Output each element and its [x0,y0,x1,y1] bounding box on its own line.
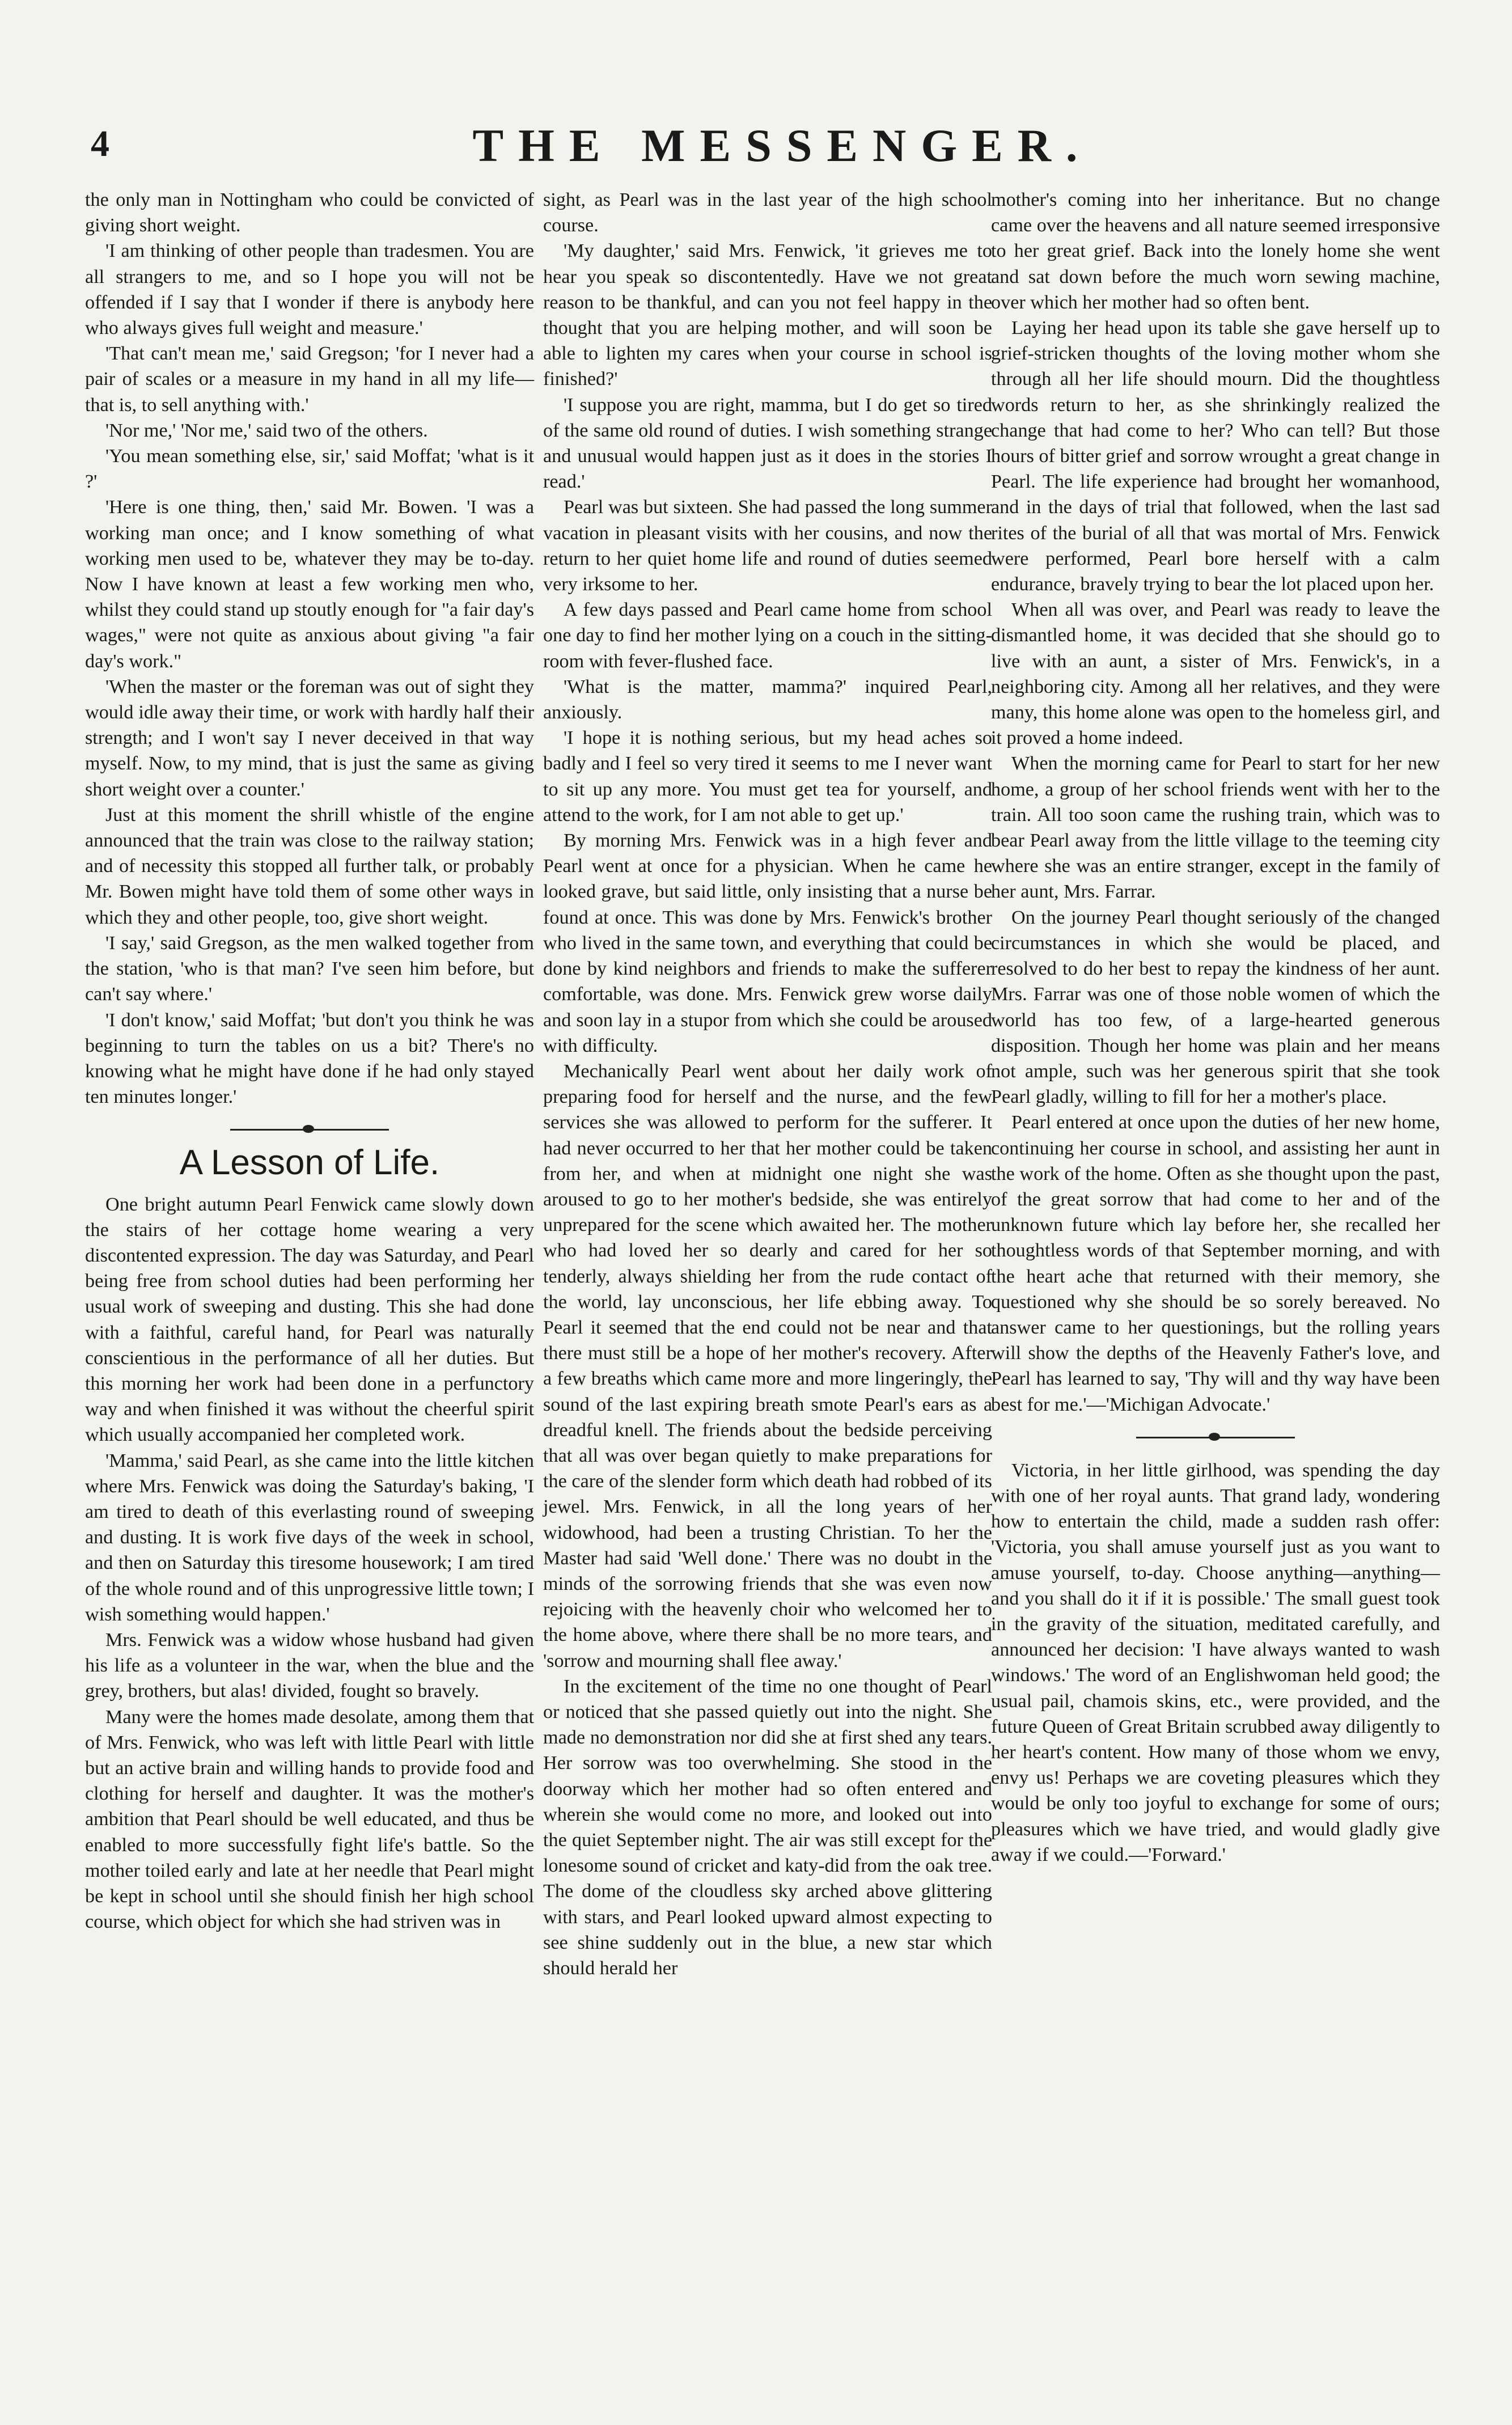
paragraph: 'What is the matter, mamma?' inquired Pearl, anxiously. [543,676,992,723]
paragraph: 'I am thinking of other people than tradesmen. You are all strangers to me, and so I hope you will not be offended if I say that I wonder if there is anybody here who always gives full weight and measure.' [85,240,534,339]
paragraph: 'I suppose you are right, mamma, but I do get so tired of the same old round of duties. I wish something strange and unusual would happen just as it does in the stories I read.' [543,394,992,493]
paragraph: 'I hope it is nothing serious, but my head aches so badly and I feel so very tired it seems to me I never want to sit up any more. You must get tea for yourself, and attend to the work, for I am not able to get up.' [543,727,992,826]
paragraph: On the journey Pearl thought seriously of the changed circumstances in which she would be placed, and resolved to do her best to repay the kindness of her aunt. Mrs. Farrar was one of those noble women of which the world has too few, of a large-hearted generous disposition. Though her home was plain and her means not ample, such was her generous spirit that she took Pearl gladly, willing to fill for her a mother's place. [991,907,1440,1108]
paragraph: 'When the master or the foreman was out of sight they would idle away their time, or work with hardly half their strength; and I won't say I never deceived in that way myself. Now, to my mind, that is just the same as giving short weight over a counter.' [85,676,534,800]
paragraph: the only man in Nottingham who could be convicted of giving short weight. [85,189,534,236]
paragraph: 'You mean something else, sir,' said Moffat; 'what is it ?' [85,446,534,493]
section-divider [1136,1437,1295,1438]
masthead-title: THE MESSENGER. [472,120,1092,171]
paragraph: 'That can't mean me,' said Gregson; 'for I never had a pair of scales or a measure in my hand in all my life—that is, to sell anything with.' [85,343,534,416]
section-divider [230,1129,389,1131]
column-3 [991,187,1440,1868]
paragraph: 'I say,' said Gregson, as the men walked together from the station, 'who is that man? I've seen him before, but can't say where.' [85,932,534,1005]
paragraph: 'Mamma,' said Pearl, as she came into the little kitchen where Mrs. Fenwick was doing the Saturday's baking, 'I am tired to death of this everlasting round of sweeping and dusting. It is work five days of the week in school, and then on Saturday this tiresome housework; I am tired of the whole round and of this unprogressive little town; I wish something would happen.' [85,1450,534,1625]
column-2 [543,187,992,1981]
article-title: A Lesson of Life. [179,1143,440,1183]
paragraph: mother's coming into her inheritance. But no change came over the heavens and all nature seemed irresponsive to her great grief. Back into the lonely home she went and sat down before the much worn sewing machine, over which her mother had so often bent. [991,189,1440,313]
column-1 [85,187,534,1935]
paragraph: Many were the homes made desolate, among them that of Mrs. Fenwick, who was left with little Pearl with little but an active brain and willing hands to provide food and clothing for herself and daughter. It was the mother's ambition that Pearl should be well educated, and thus be enabled to more successfully fight life's battle. So the mother toiled early and late at her needle that Pearl might be kept in school until she should finish her high school course, which object for which she had striven was in [85,1706,534,1933]
paragraph: When the morning came for Pearl to start for her new home, a group of her school friends went with her to the train. All too soon came the rushing train, which was to bear Pearl away from the little village to the teeming city where she was an entire stranger, except in the family of her aunt, Mrs. Farrar. [991,753,1440,903]
paragraph: Just at this moment the shrill whistle of the engine announced that the train was close to the railway station; and of necessity this stopped all further talk, or probably Mr. Bowen might have told them of some other ways in which they and other people, too, give short weight. [85,804,534,928]
paragraph: sight, as Pearl was in the last year of the high school course. [543,189,992,236]
paragraph: In the excitement of the time no one thought of Pearl or noticed that she passed quietly out into the night. She made no demonstration nor did she at first shed any tears. Her sorrow was too overwhelming. She stood in the doorway which her mother had so often entered and wherein she would come no more, and looked out into the quiet September night. The air was still except for the lonesome sound of cricket and katy-did from the oak tree. The dome of the cloudless sky arched above glittering with stars, and Pearl looked upward almost expecting to see shine suddenly out in the blue, a new star which should herald her [543,1675,992,1979]
paragraph: One bright autumn Pearl Fenwick came slowly down the stairs of her cottage home wearing a very discontented expression. The day was Saturday, and Pearl being free from school duties had been performing her usual work of sweeping and dusting. This she had done with a faithful, careful hand, for Pearl was naturally conscientious in the performance of all her duties. But this morning her work had been done in a perfunctory way and when finished it was without the cheerful spirit which usually accompanied her completed work. [85,1194,534,1446]
paragraph: A few days passed and Pearl came home from school one day to find her mother lying on a couch in the sitting-room with fever-flushed face. [543,599,992,672]
paragraph: Pearl entered at once upon the duties of her new home, continuing her course in school, and assisting her aunt in the work of the home. Often as she thought upon the past, of the great sorrow that had come to her and of the unknown future which lay before her, she recalled her thoughtless words of that September morning, and with the heart ache that returned with their memory, she questioned why she should be so sorely bereaved. No answer came to her questionings, but the rolling years will show the depths of the Heavenly Father's love, and Pearl has learned to say, 'Thy will and thy way have been best for me.'—'Michigan Advocate.' [991,1112,1440,1415]
paragraph: 'Here is one thing, then,' said Mr. Bowen. 'I was a working man once; and I know something of what working men used to be, whatever they may be to-day. Now I have known at least a few working men who, whilst they could stand up stoutly enough for "a fair day's wages," were not quite as anxious about giving "a fair day's work." [85,497,534,672]
paragraph: Victoria, in her little girlhood, was spending the day with one of her royal aunts. That grand lady, wondering how to entertain the child, made a sudden rash offer: 'Victoria, you shall amuse yourself just as you want to amuse yourself, to-day. Choose anything—anything—and you shall do it if it is possible.' The small guest took in the gravity of the situation, meditated carefully, and announced her decision: 'I have always wanted to wash windows.' The word of an Englishwoman held good; the usual pail, chamois skins, etc., were provided, and the future Queen of Great Britain scrubbed away diligently to her heart's content. How many of those whom we envy, envy us! Perhaps we are coveting pleasures which they would be only too joyful to exchange for some of ours; pleasures which we have tried, and would gladly give away if we could.—'Forward.' [991,1459,1440,1865]
paragraph: 'Nor me,' 'Nor me,' said two of the others. [105,420,428,441]
page-number: 4 [91,123,109,164]
paragraph: Laying her head upon its table she gave herself up to grief-stricken thoughts of the loving mother whom she through all her life should mourn. Did the thoughtless words return to her, as she shrinkingly realized the change that had come to her? Who can tell? But those hours of bitter grief and sorrow wrought a great change in Pearl. The life experience had brought her womanhood, and in the days of trial that followed, when the last sad rites of the burial of all that was mortal of Mrs. Fenwick were performed, Pearl bore herself with a calm endurance, bravely trying to bear the lot placed upon her. [991,318,1440,595]
paragraph: 'My daughter,' said Mrs. Fenwick, 'it grieves me to hear you speak so discontentedly. Have we not great reason to be thankful, and can you not feel happy in the thought that you are helping mother, and will soon be able to lighten my cares when your course in school is finished?' [543,240,992,390]
page-header [91,119,1474,187]
paragraph: Mechanically Pearl went about her daily work of preparing food for herself and the nurse, and the few services she was allowed to perform for the sufferer. It had never occurred to her that her mother could be taken from her, and when at midnight one night she was aroused to go to her mother's bedside, she was entirely unprepared for the scene which awaited her. The mother who had loved her so dearly and cared for her so tenderly, always shielding her from the rude contact of the world, lay unconscious, her life ebbing away. To Pearl it seemed that the end could not be near and that there must still be a hope of her mother's recovery. After a few breaths which came more and more lingeringly, the sound of the last expiring breath smote Pearl's ears as a dreadful knell. The friends about the bedside perceiving that all was over began quietly to make preparations for the care of the slender form which death had robbed of its jewel. Mrs. Fenwick, in all the long years of her widowhood, had been a trusting Christian. To her the Master had said 'Well done.' There was no doubt in the minds of the sorrowing friends that she was even now rejoicing with the heavenly choir who welcomed her to the home above, where there shall be no more tears, and 'sorrow and mourning shall flee away.' [543,1060,992,1671]
paragraph: When all was over, and Pearl was ready to leave the dismantled home, it was decided that she should go to live with an aunt, a sister of Mrs. Fenwick's, in a neighboring city. Among all her relatives, and they were many, this home alone was open to the homeless girl, and it proved a home indeed. [991,599,1440,749]
paragraph: By morning Mrs. Fenwick was in a high fever and Pearl went at once for a physician. When he came he looked grave, but said little, only insisting that a nurse be found at once. This was done by Mrs. Fenwick's brother who lived in the same town, and everything that could be done by kind neighbors and friends to make the sufferer comfortable, was done. Mrs. Fenwick grew worse daily and soon lay in a stupor from which she could be aroused with difficulty. [543,830,992,1056]
paragraph: 'I don't know,' said Moffat; 'but don't you think he was beginning to turn the tables on us a bit? There's no knowing what he might have done if he had only stayed ten minutes longer.' [85,1009,534,1108]
paragraph: Mrs. Fenwick was a widow whose husband had given his life as a volunteer in the war, when the blue and the grey, brothers, but alas! divided, fought so bravely. [85,1629,534,1702]
paragraph: Pearl was but sixteen. She had passed the long summer vacation in pleasant visits with her cousins, and now the return to her quiet home life and round of duties seemed very irksome to her. [543,497,992,595]
